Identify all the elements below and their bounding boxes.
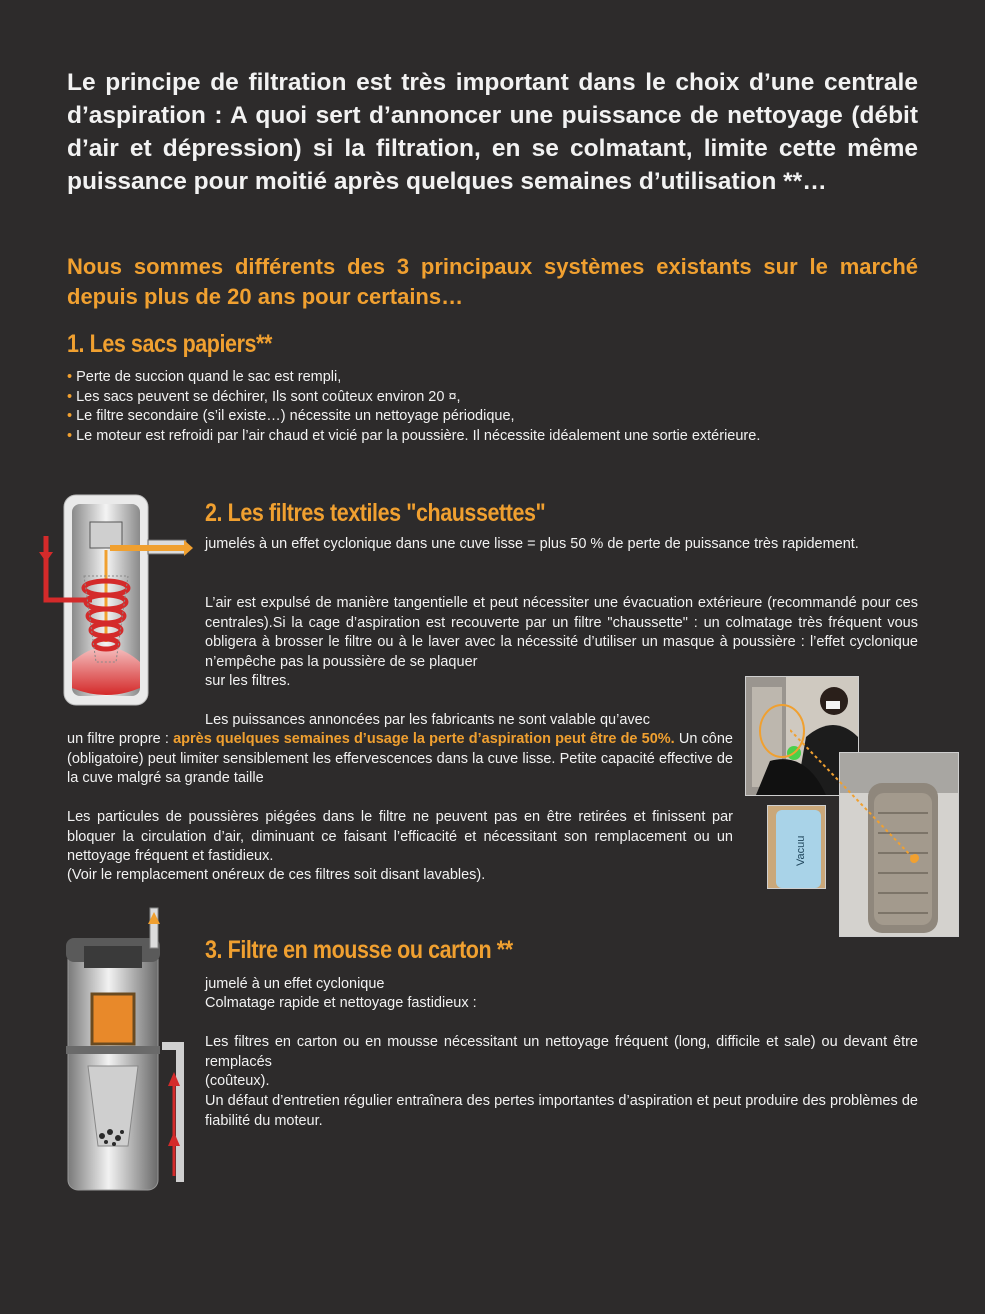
intro-paragraph: Le principe de filtration est très important dans le choix d’une centrale d’aspiration : A quoi sert d’annoncer une puissance de nettoyage (débit d’air et dépression) si la filtration, en se colmatant, limite cette même puissance pour moitié après quelques semaines d’utilisation **…: [67, 69, 918, 195]
list-item: • Le filtre secondaire (s’il existe…) nécessite un nettoyage périodique,: [67, 408, 515, 424]
bullet-icon: •: [67, 388, 73, 405]
list-item: • Perte de succion quand le sac est rempli,: [67, 369, 342, 385]
section2-paragraph-3: un filtre propre : après quelques semaines d’usage la perte d’aspiration peut être de 50%. Un cône (obligatoire) peut limiter sensiblement les effervescences dans la cuve lisse. Petite capacité effective de la cuve malgré sa grande taille: [67, 731, 733, 786]
section2-title: 2. Les filtres textiles "chaussettes": [205, 499, 546, 527]
list-item: • Les sacs peuvent se déchirer, Ils sont coûteux environ 20 ¤,: [67, 388, 461, 405]
section2-paragraph-1: jumelés à un effet cyclonique dans une cuve lisse = plus 50 % de perte de puissance très rapidement.: [205, 536, 859, 552]
section3-paragraph-3: Les filtres en carton ou en mousse nécessitant un nettoyage fréquent (long, difficile et sale) ou devant être remplacés: [205, 1034, 918, 1070]
section3-paragraph-5: Un défaut d’entretien régulier entraînera des pertes importantes d’aspiration et peut produire des problèmes de fiabilité du moteur.: [205, 1093, 918, 1129]
section1-bullet-list: [67, 368, 927, 446]
list-item: • Le moteur est refroidi par l’air chaud et vicié par la poussière. Il nécessite idéalement une sortie extérieure.: [67, 427, 761, 444]
highlight-text: après quelques semaines d’usage la perte d’aspiration peut être de 50%.: [173, 731, 675, 747]
section2-paragraph-3-first-line: Les puissances annoncées par les fabricants ne sont valable qu’avec: [205, 712, 650, 728]
lead-paragraph: Nous sommes différents des 3 principaux systèmes existants sur le marché depuis plus de 20 ans pour certains…: [67, 254, 918, 309]
connector-line: [790, 710, 930, 865]
section3-paragraph-2: Colmatage rapide et nettoyage fastidieux :: [205, 995, 477, 1011]
section3-paragraph-1: jumelé à un effet cyclonique: [205, 976, 385, 992]
bullet-icon: •: [67, 369, 73, 385]
bullet-icon: •: [67, 427, 73, 444]
bullet-icon: •: [67, 408, 73, 424]
section2-paragraph-5: (Voir le remplacement onéreux de ces filtres soit disant lavables).: [67, 867, 486, 883]
filter-bag-label: Vacuu: [795, 835, 807, 866]
section2-paragraph-4: Les particules de poussières piégées dans le filtre ne peuvent pas en être retirées et finissent par bloquer la circulation d’air, diminuant ce faisant l’efficacité et nécessitant son remplacement ou un nettoyage fréquent et fastidieux.: [67, 809, 733, 864]
sock-filter-illustration: [34, 492, 194, 708]
section3-title: 3. Filtre en mousse ou carton **: [205, 936, 513, 964]
section3-paragraph-4: (coûteux).: [205, 1073, 270, 1089]
section2-paragraph-2: L’air est expulsé de manière tangentielle et peut nécessiter une évacuation extérieure (recommandé pour ces centrales).Si la cage d’aspiration est recouverte par un filtre "chaussette" : un colmatage très fréquent vous obligera à brosser le filtre ou à le laver avec la nécessité d’utiliser un masque à poussière : l’effet cyclonique n’empêche pas la poussière de se plaquer: [205, 595, 918, 670]
section2-paragraph-2-end: sur les filtres.: [205, 673, 291, 689]
foam-filter-illustration: [62, 906, 192, 1196]
section1-title: 1. Les sacs papiers**: [67, 330, 272, 358]
